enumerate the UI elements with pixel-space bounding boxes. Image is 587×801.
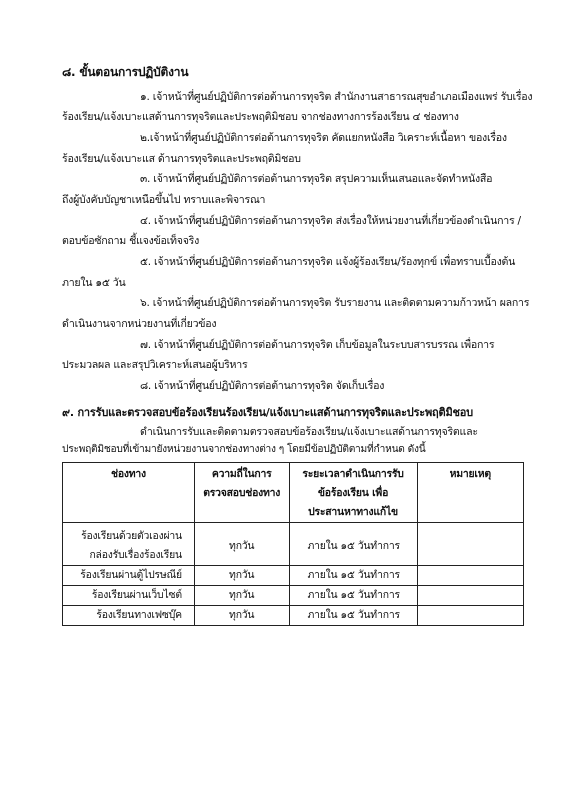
intro-line: ประพฤติมิชอบที่เข้ามายังหน่วยงานจากช่องทางต่าง ๆ โดยมีข้อปฏิบัติตามที่กำหนด ดังนี้ bbox=[62, 444, 426, 455]
cell-channel: ร้องเรียนผ่านเว็บไซต์ bbox=[63, 586, 195, 606]
procedure-line: ๒.เจ้าหน้าที่ศูนย์ปฏิบัติการต่อต้านการทุจริต คัดแยกหนังสือ วิเคราะห์เนื้อหา ของเรื่อง bbox=[140, 132, 507, 144]
section-8-heading: ๘. ขั้นตอนการปฏิบัติงาน bbox=[62, 65, 189, 79]
procedure-line: ๑. เจ้าหน้าที่ศูนย์ปฏิบัติการต่อต้านการทุจริต สำนักงานสาธารณสุขอำเภอเมืองแพร่ รับเรื่อง bbox=[140, 91, 533, 103]
procedure-line: ภายใน ๑๕ วัน bbox=[62, 277, 126, 289]
section-9-heading: ๙. การรับและตรวจสอบข้อร้องเรียนร้องเรียน/แจ้งเบาะแสด้านการทุจริตและประพฤติมิชอบ bbox=[62, 406, 473, 419]
procedure-line: ร้องเรียน/แจ้งเบาะแส ด้านการทุจริตและประพฤติมิชอบ bbox=[62, 153, 301, 165]
table-row bbox=[63, 566, 524, 586]
procedure-line: ตอบข้อซักถาม ชี้แจงข้อเท็จจริง bbox=[62, 235, 200, 247]
procedure-line: ถึงผู้บังคับบัญชาเหนือขึ้นไป ทราบและพิจารณา bbox=[62, 194, 266, 206]
procedure-line: ๘. เจ้าหน้าที่ศูนย์ปฏิบัติการต่อต้านการทุจริต จัดเก็บเรื่อง bbox=[140, 380, 385, 392]
cell-frequency: ทุกวัน bbox=[194, 566, 289, 586]
table-header-row bbox=[63, 463, 524, 523]
cell-note bbox=[417, 586, 523, 606]
procedure-line: ประมวลผล และสรุปวิเคราะห์เสนอผู้บริหาร bbox=[62, 359, 248, 371]
cell-note bbox=[417, 606, 523, 626]
procedure-line: ๕. เจ้าหน้าที่ศูนย์ปฏิบัติการต่อต้านการทุจริต แจ้งผู้ร้องเรียน/ร้องทุกข์ เพื่อทราบเบื้องต้น bbox=[140, 256, 516, 268]
cell-frequency: ทุกวัน bbox=[194, 586, 289, 606]
procedure-line: ๗. เจ้าหน้าที่ศูนย์ปฏิบัติการต่อต้านการทุจริต เก็บข้อมูลในระบบสารบรรณ เพื่อการ bbox=[140, 339, 495, 351]
header-note bbox=[417, 463, 523, 523]
cell-note bbox=[417, 566, 523, 586]
header-text: ระยะเวลาดำเนินการรับ bbox=[302, 468, 404, 480]
cell-duration: ภายใน ๑๕ วันทำการ bbox=[289, 566, 417, 586]
table-row bbox=[63, 606, 524, 626]
procedure-line: ๖. เจ้าหน้าที่ศูนย์ปฏิบัติการต่อต้านการทุจริต รับรายงาน และติดตามความก้าวหน้า ผลการ bbox=[140, 297, 530, 309]
procedure-line: ๓. เจ้าหน้าที่ศูนย์ปฏิบัติการต่อต้านการทุจริต สรุปความเห็นเสนอและจัดทำหนังสือ bbox=[140, 173, 493, 185]
header-duration bbox=[289, 463, 417, 523]
header-channel bbox=[63, 463, 195, 523]
cell-duration: ภายใน ๑๕ วันทำการ bbox=[289, 586, 417, 606]
header-text: ความถี่ในการ bbox=[211, 468, 272, 480]
cell-text: ร้องเรียนด้วยตัวเองผ่าน bbox=[81, 530, 182, 542]
cell-note bbox=[417, 523, 523, 566]
procedure-line: ๔. เจ้าหน้าที่ศูนย์ปฏิบัติการต่อต้านการทุจริต ส่งเรื่องให้หน่วยงานที่เกี่ยวข้องดำเนินการ / bbox=[140, 215, 521, 227]
table-row bbox=[63, 586, 524, 606]
header-text: ประสานหาทางแก้ไข bbox=[308, 506, 398, 518]
header-frequency bbox=[194, 463, 289, 523]
cell-channel bbox=[63, 523, 195, 566]
cell-frequency: ทุกวัน bbox=[194, 606, 289, 626]
procedure-line: ร้องเรียน/แจ้งเบาะแสด้านการทุจริตและประพฤติมิชอบ จากช่องทางการร้องเรียน ๔ ช่องทาง bbox=[62, 111, 459, 123]
cell-text: กล่องรับเรื่องร้องเรียน bbox=[89, 549, 182, 561]
header-text: ตรวจสอบช่องทาง bbox=[203, 487, 281, 499]
header-text: ช่องทาง bbox=[110, 468, 146, 480]
cell-channel: ร้องเรียนทางเฟซบุ๊ค bbox=[63, 606, 195, 626]
complaint-channels-table bbox=[62, 462, 524, 626]
procedure-line: ดำเนินงานจากหน่วยงานที่เกี่ยวข้อง bbox=[62, 318, 217, 330]
table-row bbox=[63, 523, 524, 566]
cell-duration: ภายใน ๑๕ วันทำการ bbox=[289, 523, 417, 566]
intro-line: ดำเนินการรับและติดตามตรวจสอบข้อร้องเรียน/แจ้งเบาะแสด้านการทุจริตและ bbox=[140, 426, 478, 438]
cell-frequency: ทุกวัน bbox=[194, 523, 289, 566]
cell-duration: ภายใน ๑๕ วันทำการ bbox=[289, 606, 417, 626]
header-text: ข้อร้องเรียน เพื่อ bbox=[317, 487, 389, 499]
cell-channel: ร้องเรียนผ่านตู้ไปรษณีย์ bbox=[63, 566, 195, 586]
header-text: หมายเหตุ bbox=[449, 468, 491, 480]
